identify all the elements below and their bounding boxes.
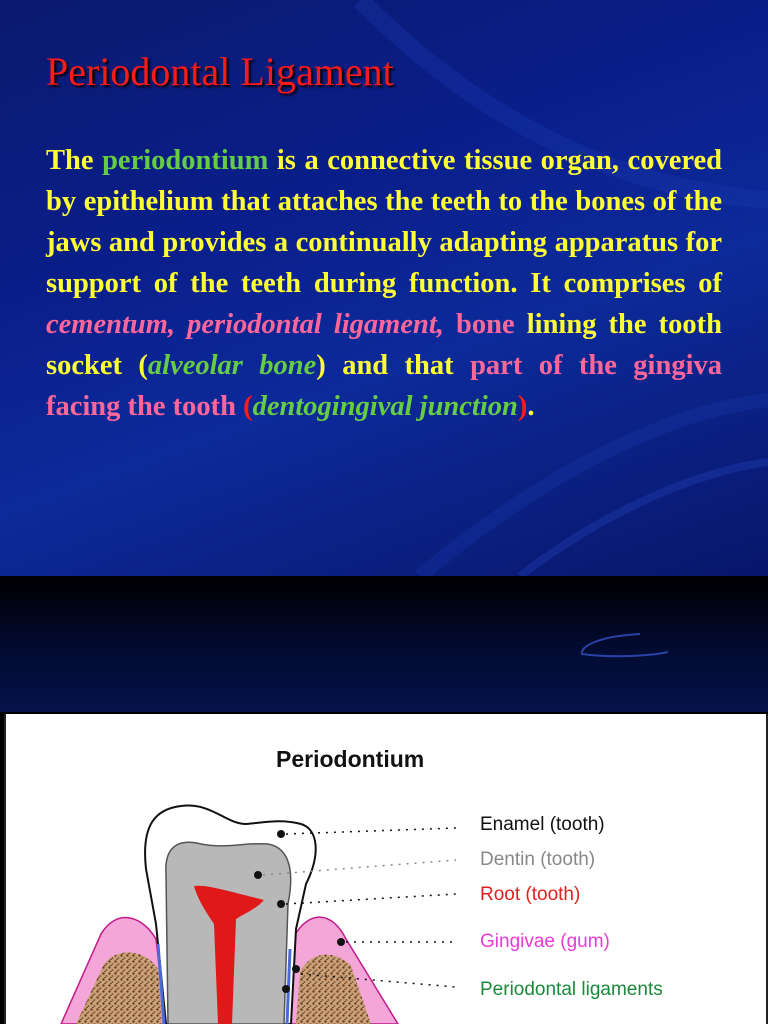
slide-paragraph [46, 140, 722, 427]
term-dentogingival-junction: dentogingival junction [252, 391, 518, 422]
label-periodontal-ligaments: Periodontal ligaments [480, 979, 663, 1000]
diagram-title: Periodontium [276, 746, 425, 772]
slide-title: Periodontal Ligament [46, 49, 394, 94]
text-segment: The [46, 145, 103, 176]
tooth-illustration [6, 714, 766, 1024]
term-bone: bone [443, 309, 515, 340]
text-segment: ) and that [316, 350, 471, 381]
term-periodontium: periodontium [102, 145, 269, 176]
periodontium-diagram [4, 714, 768, 1024]
paren-close: ) [517, 391, 528, 422]
text-segment: is a connective tissue organ, covered by epithelium that attaches the teeth to the bones of the jaws and provides a continually adapting apparatus for support of the teeth during function. It comprises of [46, 145, 722, 299]
text-segment: . [527, 391, 535, 422]
label-gingivae: Gingivae (gum) [480, 931, 610, 952]
slide-bottom-band [0, 576, 768, 712]
label-enamel: Enamel (tooth) [480, 814, 605, 835]
term-gingiva-part: part of the gingiva facing the tooth [46, 350, 722, 422]
decorative-swoosh-small [0, 576, 768, 712]
label-root: Root (tooth) [480, 884, 581, 905]
term-alveolar-bone: alveolar bone [147, 350, 317, 381]
label-dentin: Dentin (tooth) [480, 849, 596, 870]
paren-open: ( [235, 391, 253, 422]
term-components: cementum, periodontal ligament, [46, 309, 444, 340]
text-segment: lining the tooth socket ( [46, 309, 722, 381]
